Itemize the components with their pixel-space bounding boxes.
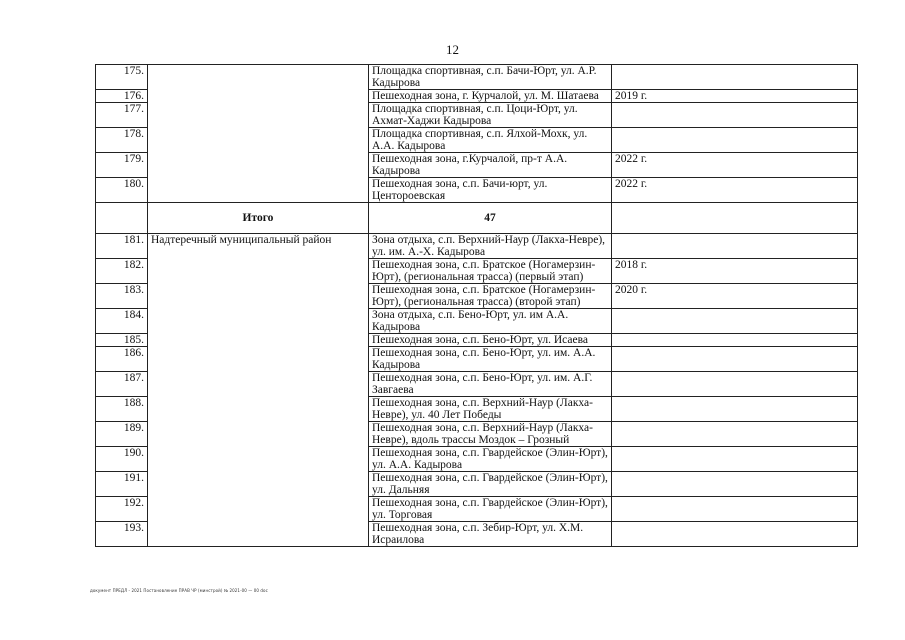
year-cell <box>612 334 858 347</box>
object-name: Пешеходная зона, с.п. Гвардейское (Элин-Юрт), ул. А.А. Кадырова <box>369 447 612 472</box>
year-cell: 2019 г. <box>612 90 858 103</box>
year-cell: 2022 г. <box>612 178 858 203</box>
year-cell <box>612 234 858 259</box>
year-cell <box>612 309 858 334</box>
object-name: Пешеходная зона, г.Курчалой, пр-т А.А. Кадырова <box>369 153 612 178</box>
object-name: Пешеходная зона, с.п. Верхний-Наур (Лакха-Невре), ул. 40 Лет Победы <box>369 397 612 422</box>
total-value: 47 <box>369 203 612 234</box>
object-name: Пешеходная зона, с.п. Бено-Юрт, ул. им. А.Г. Завгаева <box>369 372 612 397</box>
row-number: 188. <box>96 397 148 422</box>
year-cell <box>612 397 858 422</box>
table-section-total <box>96 203 858 234</box>
object-name: Пешеходная зона, г. Курчалой, ул. М. Шатаева <box>369 90 612 103</box>
page-number: 12 <box>446 42 459 57</box>
object-name: Пешеходная зона, с.п. Верхний-Наур (Лакха-Невре), вдоль трассы Моздок – Грозный <box>369 422 612 447</box>
object-name: Пешеходная зона, с.п. Гвардейское (Элин-Юрт), ул. Торговая <box>369 497 612 522</box>
row-number: 184. <box>96 309 148 334</box>
row-number: 189. <box>96 422 148 447</box>
row-number: 190. <box>96 447 148 472</box>
row-number: 187. <box>96 372 148 397</box>
table-section-prev-district <box>96 65 858 203</box>
table-row <box>96 65 858 90</box>
district-cell: Надтеречный муниципальный район <box>148 234 369 547</box>
year-cell <box>612 497 858 522</box>
total-num-cell <box>96 203 148 234</box>
year-cell <box>612 447 858 472</box>
year-cell <box>612 103 858 128</box>
year-cell <box>612 422 858 447</box>
object-name: Пешеходная зона, с.п. Бено-Юрт, ул. Исаева <box>369 334 612 347</box>
row-number: 177. <box>96 103 148 128</box>
year-cell <box>612 65 858 90</box>
object-name: Пешеходная зона, с.п. Братское (Ногамерзин-Юрт), (региональная трасса) (второй этап) <box>369 284 612 309</box>
row-number: 185. <box>96 334 148 347</box>
object-name: Площадка спортивная, с.п. Бачи-Юрт, ул. А.Р. Кадырова <box>369 65 612 90</box>
object-name: Пешеходная зона, с.п. Бено-Юрт, ул. им. А.А. Кадырова <box>369 347 612 372</box>
row-number: 192. <box>96 497 148 522</box>
object-name: Площадка спортивная, с.п. Ялхой-Мохк, ул. А.А. Кадырова <box>369 128 612 153</box>
row-number: 175. <box>96 65 148 90</box>
table-row <box>96 234 858 259</box>
row-number: 193. <box>96 522 148 547</box>
year-cell <box>612 472 858 497</box>
year-cell: 2020 г. <box>612 284 858 309</box>
year-cell <box>612 128 858 153</box>
year-cell <box>612 372 858 397</box>
total-year-cell <box>612 203 858 234</box>
year-cell: 2018 г. <box>612 259 858 284</box>
object-name: Пешеходная зона, с.п. Зебир-Юрт, ул. Х.М. Исраилова <box>369 522 612 547</box>
object-name: Пешеходная зона, с.п. Братское (Ногамерзин-Юрт), (региональная трасса) (первый этап) <box>369 259 612 284</box>
object-name: Пешеходная зона, с.п. Бачи-юрт, ул. Центороевская <box>369 178 612 203</box>
row-number: 182. <box>96 259 148 284</box>
row-number: 181. <box>96 234 148 259</box>
total-label: Итого <box>148 203 369 234</box>
row-number: 183. <box>96 284 148 309</box>
year-cell <box>612 347 858 372</box>
district-cell <box>148 65 369 203</box>
footer-file-path: документ ПРЕДЛ - 2021 Постановление ПРАВ ЧР (минстрой) № 2021-00 — 00 doc <box>90 588 268 593</box>
object-name: Пешеходная зона, с.п. Гвардейское (Элин-Юрт), ул. Дальняя <box>369 472 612 497</box>
row-number: 176. <box>96 90 148 103</box>
year-cell <box>612 522 858 547</box>
year-cell: 2022 г. <box>612 153 858 178</box>
row-number: 186. <box>96 347 148 372</box>
object-name: Зона отдыха, с.п. Верхний-Наур (Лакха-Невре), ул. им. А.-Х. Кадырова <box>369 234 612 259</box>
object-name: Площадка спортивная, с.п. Цоци-Юрт, ул. Ахмат-Хаджи Кадырова <box>369 103 612 128</box>
table-section-nadterechny <box>96 234 858 547</box>
objects-table <box>95 64 858 547</box>
object-name: Зона отдыха, с.п. Бено-Юрт, ул. им А.А. Кадырова <box>369 309 612 334</box>
total-row <box>96 203 858 234</box>
row-number: 178. <box>96 128 148 153</box>
row-number: 191. <box>96 472 148 497</box>
row-number: 179. <box>96 153 148 178</box>
row-number: 180. <box>96 178 148 203</box>
